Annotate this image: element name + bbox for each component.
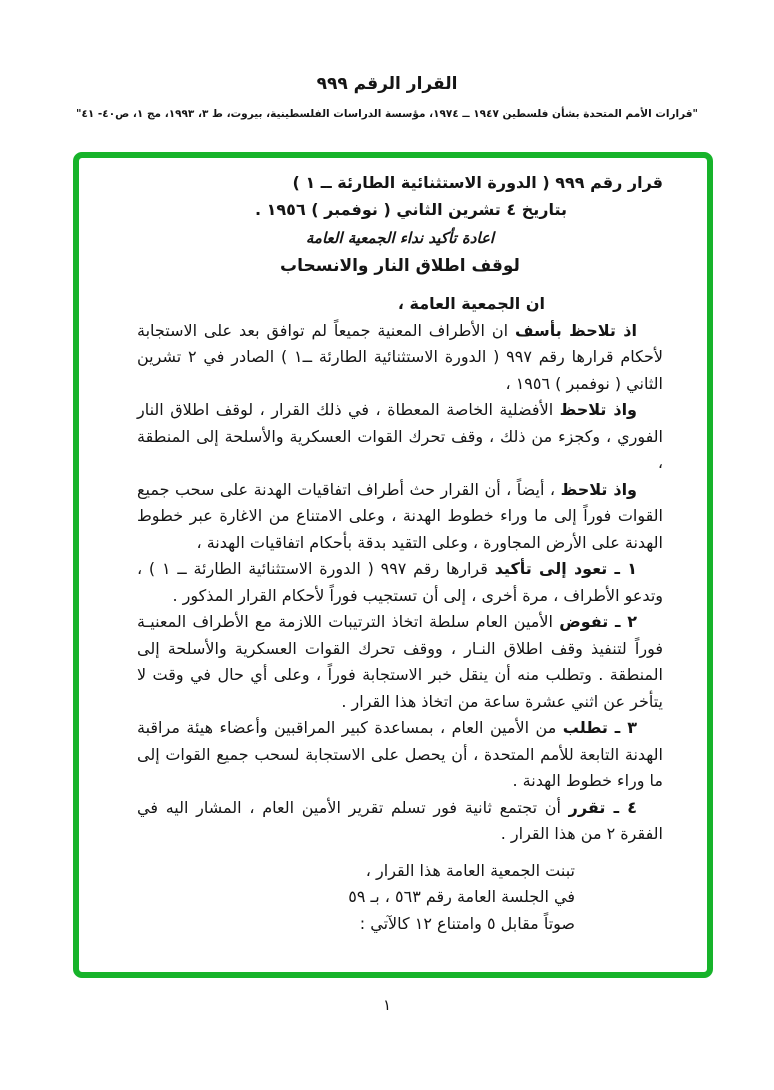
paragraph — [137, 318, 663, 398]
paragraph-text: أن تجتمع ثانية فور تسلم تقرير الأمين العام ، المشار اليه في الفقرة ٢ من هذا القرار . — [137, 797, 663, 843]
paragraph — [137, 291, 663, 318]
paragraph-lead: ٤ ـ تقرر — [568, 797, 638, 817]
paragraph — [137, 609, 663, 715]
paragraph-text: ، أيضاً ، أن القرار حث أطراف اتفاقيات الهدنة على سحب جميع القوات فوراً إلى ما وراء خطوط الهدنة ، وعلى الامتناع من الاغارة عبر خطوط الهدنة على الأرض المجاورة ، وعلى التقيد بدقة بأحكام اتفاقيات الهدنة ، — [137, 479, 663, 552]
paragraph-text: ان الأطراف المعنية جميعاً لم توافق بعد على الاستجابة لأحكام قرارها رقم ٩٩٧ ( الدورة الاستثنائية الطارئة ــ١ ) الصادر في ٢ تشرين الثاني ( نوفمبر ) ١٩٥٦ ، — [137, 320, 664, 393]
paragraph-lead: واذ تلاحظ — [559, 400, 637, 419]
paragraph-text: الأفضلية الخاصة المعطاة ، في ذلك القرار ، لوقف اطلاق النار الفوري ، وكجزء من ذلك ، وقف تحرك القوات العسكرية والأسلحة إلى المنطقة ، — [137, 400, 663, 472]
paragraph-text: الأمين العام سلطة اتخاذ الترتيبات اللازمة مع الأطراف المعنيـة فوراً لتنفيذ وقف اطلاق النـار ، ووقف تحرك القوات العسكرية والأسلحة إلى المنطقة . وتطلب منه أن ينقل خبر الاستجابة فوراً ، وعلى أي حال في وقت لا يتأخر عن اثني عشرة ساعة من اتخاذ هذا القرار . — [137, 612, 663, 711]
adoption-line: صوتاً مقابل ٥ وامتناع ١٢ كالآتي : — [359, 913, 575, 933]
adoption-block — [137, 858, 575, 938]
paragraph-lead: ٣ ـ تطلب — [562, 718, 637, 737]
adoption-line: في الجلسة العامة رقم ٥٦٣ ، بـ ٥٩ — [348, 887, 575, 906]
paragraph-lead: واذ تلاحظ — [560, 479, 637, 499]
paragraph-text: قرارها رقم ٩٩٧ ( الدورة الاستثنائية الطارئة ــ ١ ) ، وتدعو الأطراف ، مرة أخرى ، إلى أن تستجيب فوراً لأحكام القرار المذكور . — [137, 559, 663, 605]
resolution-subtitle-italic: اعادة تأكيد نداء الجمعية العامة — [305, 229, 495, 247]
paragraph-lead: ١ ـ تعود إلى تأكيد — [494, 559, 637, 578]
page-title: القرار الرقم ٩٩٩ — [316, 74, 458, 94]
page-number: ١ — [382, 996, 392, 1014]
paragraphs — [137, 291, 663, 848]
paragraph — [137, 556, 663, 609]
paragraph — [137, 397, 663, 477]
source-citation: "قرارات الأمم المتحدة بشأن فلسطين ١٩٤٧ ــ ١٩٧٤، مؤسسة الدراسات الفلسطينية، بيروت، ط ٣، ١٩٩٣، مج ١، ص٤٠- ٤١" — [75, 108, 699, 120]
resolution-heading: قرار رقم ٩٩٩ ( الدورة الاستثنائية الطارئة ــ ١ ) بتاريخ ٤ تشرين الثاني ( نوفمبر ) ١٩٥٦ . — [254, 173, 663, 219]
paragraph-lead: اذ تلاحظ بأسف — [514, 320, 638, 340]
paragraph — [137, 715, 663, 795]
paragraph-lead: ان الجمعية العامة ، — [397, 294, 545, 313]
resolution-subtitle-bold: لوقف اطلاق النار والانسحاب — [280, 255, 520, 276]
paragraph — [137, 795, 663, 848]
adoption-line: تبنت الجمعية العامة هذا القرار ، — [365, 860, 575, 880]
paragraph-lead: ٢ ـ تفوض — [559, 612, 637, 631]
paragraph-text: من الأمين العام ، بمساعدة كبير المراقبين وأعضاء هيئة مراقبة الهدنة التابعة للأمم المتحدة ، أن يحصل على الاستجابة لسحب جميع القوات إلى ما وراء خطوط الهدنة . — [137, 718, 663, 790]
resolution-content — [79, 158, 707, 972]
resolution-frame — [73, 152, 713, 978]
paragraph — [137, 477, 663, 557]
